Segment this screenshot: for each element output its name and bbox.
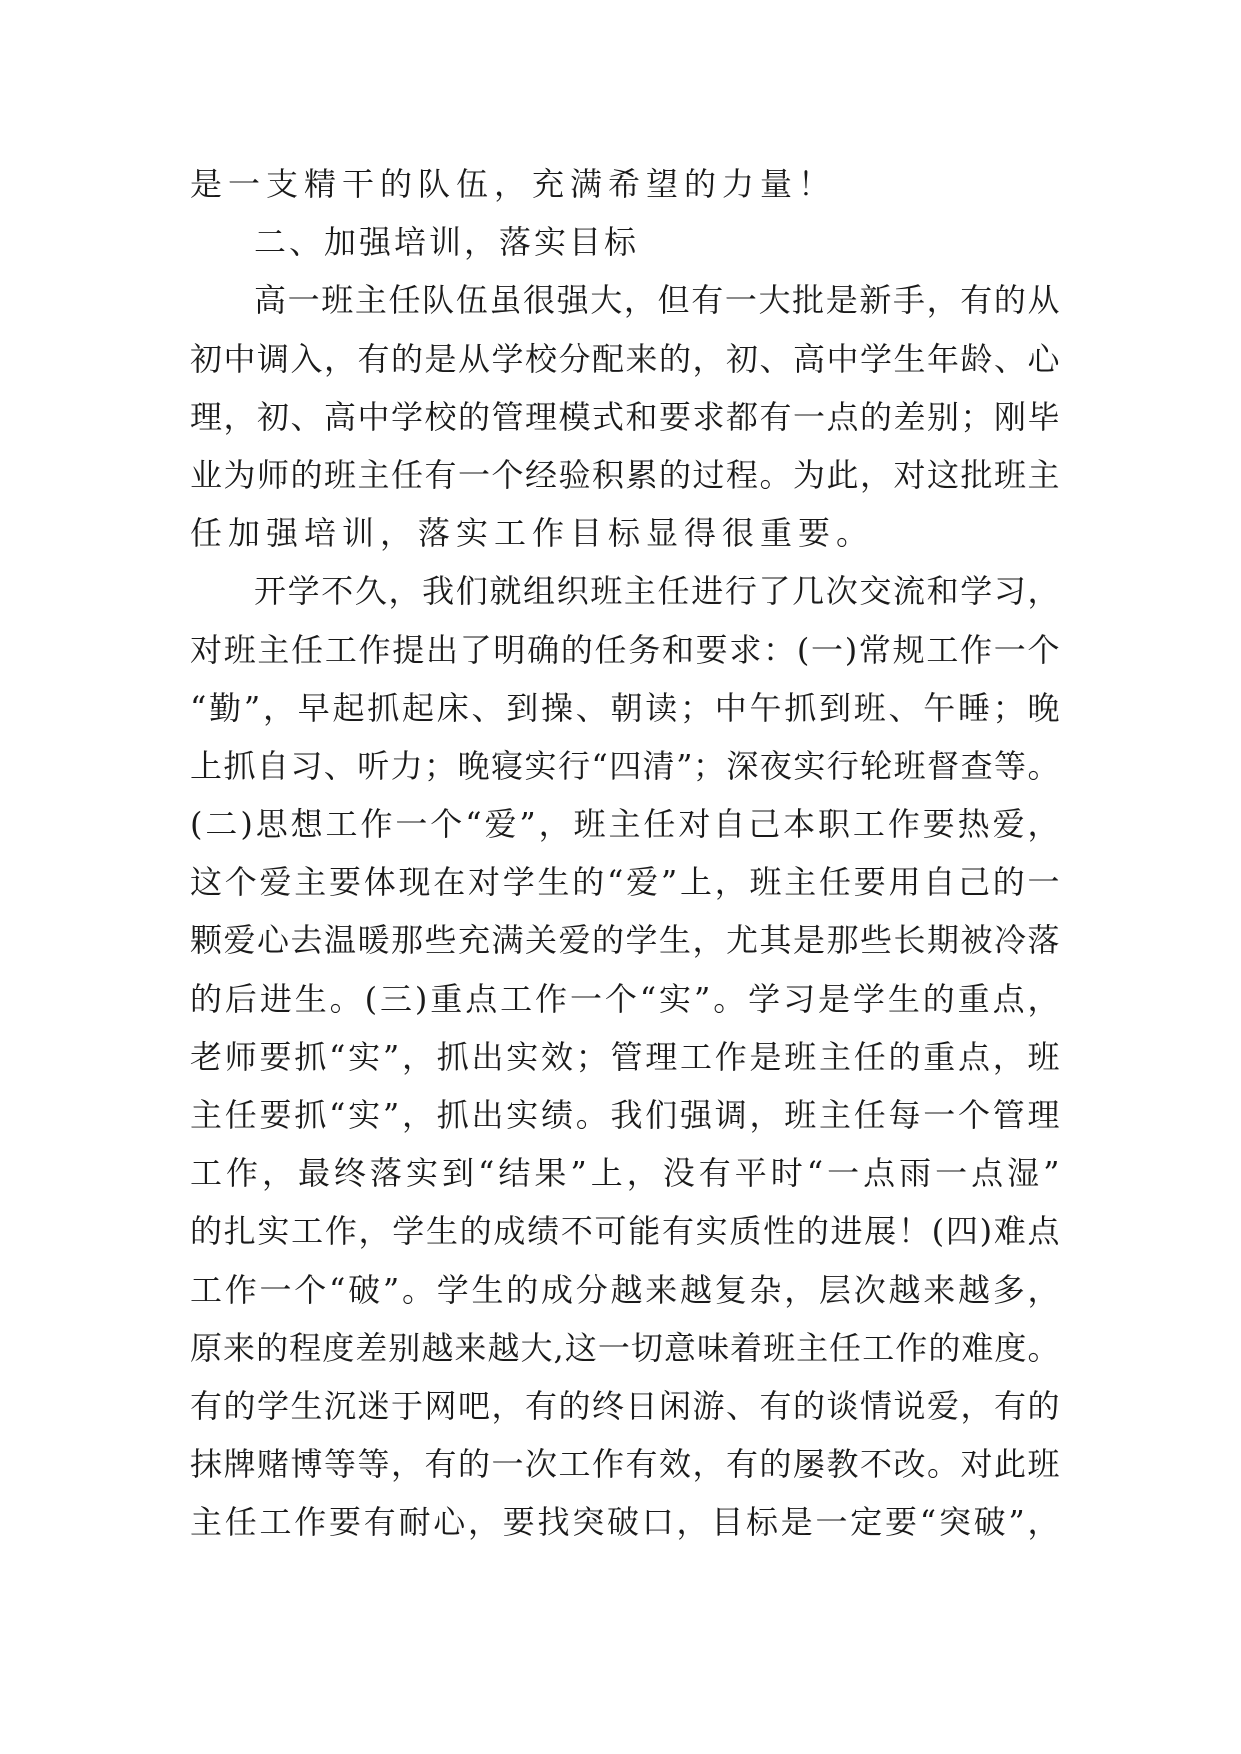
text-line: 的后进生。(三)重点工作一个“实”。学习是学生的重点， [190, 979, 1060, 1018]
text-line: 抹牌赌博等等，有的一次工作有效，有的屡教不改。对此班 [190, 1445, 1060, 1484]
text-line: 高一班主任队伍虽很强大，但有一大批是新手，有的从 [254, 281, 1060, 320]
text-line: 这个爱主要体现在对学生的“爱”上，班主任要用自己的一 [190, 863, 1060, 902]
text-line: 是一支精干的队伍，充满希望的力量！ [190, 165, 837, 203]
text-line: 初中调入，有的是从学校分配来的，初、高中学生年龄、心 [190, 339, 1060, 378]
text-line: 老师要抓“实”，抓出实效；管理工作是班主任的重点，班 [190, 1037, 1060, 1076]
text-line: 工作，最终落实到“结果”上，没有平时“一点雨一点湿” [190, 1154, 1060, 1193]
text-line: 任加强培训，落实工作目标显得很重要。 [190, 514, 875, 553]
text-line: (二)思想工作一个“爱”，班主任对自己本职工作要热爱， [190, 805, 1060, 844]
text-line: 主任要抓“实”，抓出实绩。我们强调，班主任每一个管理 [190, 1096, 1060, 1134]
section-heading: 二、加强培训，落实目标 [254, 223, 640, 262]
text-line: 有的学生沉迷于网吧，有的终日闲游、有的谈情说爱，有的 [190, 1386, 1060, 1425]
text-line: 主任工作要有耐心，要找突破口，目标是一定要“突破”， [190, 1503, 1060, 1542]
text-line: 业为师的班主任有一个经验积累的过程。为此，对这批班主 [190, 455, 1060, 494]
body-text [190, 155, 1060, 1552]
text-line: 的扎实工作，学生的成绩不可能有实质性的进展！(四)难点 [190, 1212, 1060, 1251]
text-line: 原来的程度差别越来越大,这一切意味着班主任工作的难度。 [190, 1328, 1060, 1367]
text-line: 开学不久，我们就组织班主任进行了几次交流和学习， [254, 572, 1060, 611]
text-line: 工作一个“破”。学生的成分越来越复杂，层次越来越多， [190, 1270, 1060, 1309]
text-line: 颗爱心去温暖那些充满关爱的学生，尤其是那些长期被冷落 [190, 921, 1060, 960]
text-line: “勤”，早起抓起床、到操、朝读；中午抓到班、午睡；晚 [190, 688, 1060, 727]
text-line: 理，初、高中学校的管理模式和要求都有一点的差别；刚毕 [190, 397, 1060, 436]
text-line: 对班主任工作提出了明确的任务和要求：(一)常规工作一个 [190, 630, 1060, 669]
text-line: 上抓自习、听力；晚寝实行“四清”；深夜实行轮班督查等。 [190, 746, 1060, 785]
